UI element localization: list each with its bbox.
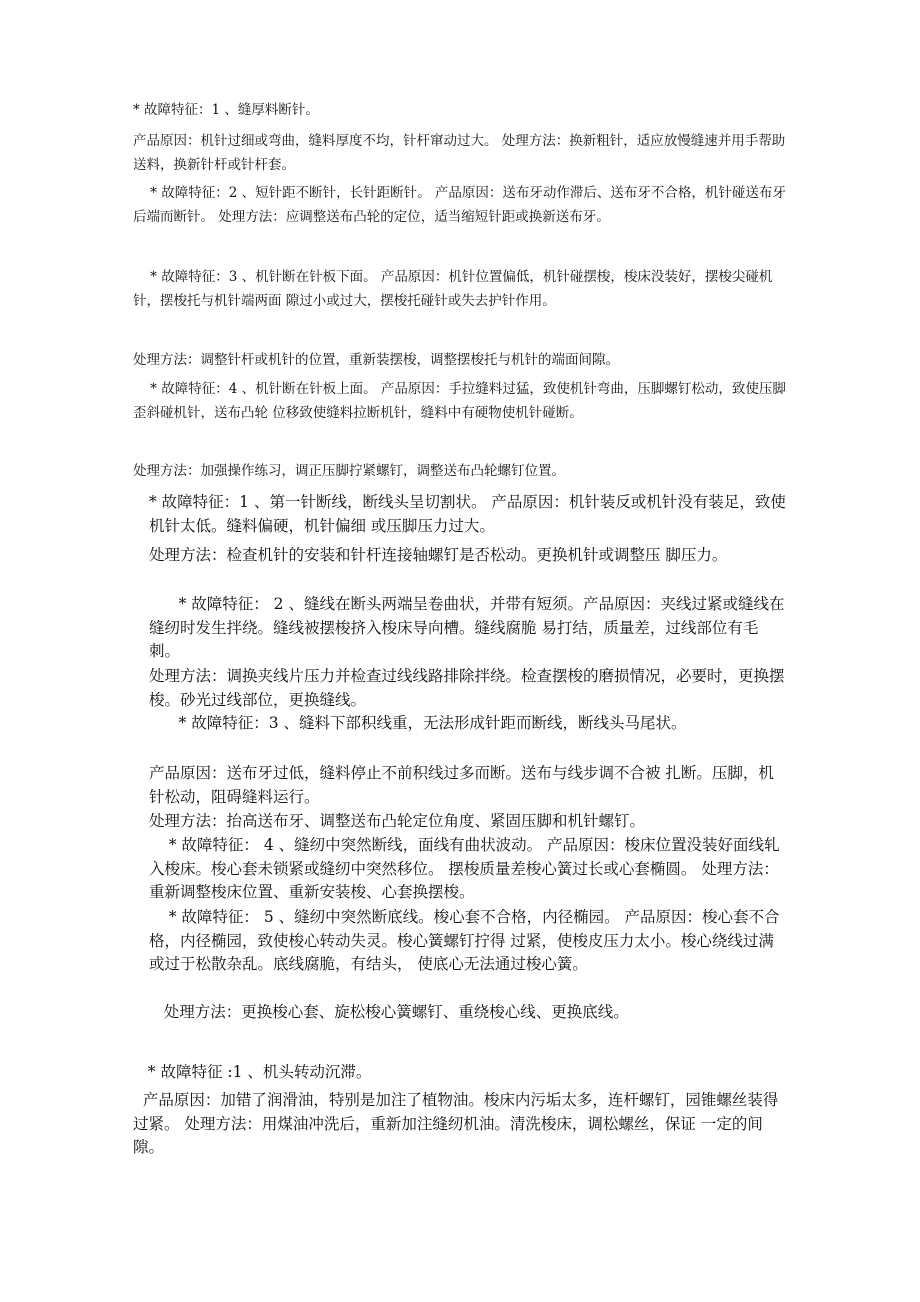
fault-paragraph-first-stitch: * 故障特征：1 、第一针断线，断线头呈切割状。 产品原因：机针装反或机针没有装足，致使机针太低。缝料偏硬，机针偏细 或压脚压力过大。 <box>149 493 786 535</box>
remedy-paragraph: 处理方法：检查机针的安装和针杆连接轴螺钉是否松动。更换机针或调整压 脚压力。 <box>149 546 728 564</box>
fault-paragraph-thread-pileup: * 故障特征：3 、缝料下部积线重，无法形成针距而断线，断线头马尾状。 <box>149 714 687 732</box>
remedy-paragraph: 处理方法：调换夹线片压力并检查过线线路排除拌绕。检查摆梭的磨损情况，必要时，更换摆梭。砂光过线部位，更换缝线。 <box>149 667 785 709</box>
cause-paragraph: 产品原因：送布牙过低，缝料停止不前积线过多而断。送布与线步调不合被 扎断。压脚，机针松动，阻碍缝料运行。 <box>149 764 774 806</box>
fault-paragraph-curled-ends: * 故障特征： 2 、缝线在断头两端呈卷曲状，并带有短须。产品原因：夹线过紧或缝线在缝纫时发生拌绕。缝线被摆梭挤入梭床导向槽。缝线腐脆 易打结，质量差，过线部位有毛刺。 <box>149 595 785 660</box>
fault-paragraph-below-plate: * 故障特征：3 、机针断在针板下面。 产品原因：机针位置偏低，机针碰摆梭，梭床没装好，摆梭尖碰机针，摆梭托与机针端两面 隙过小或过大，摆梭托碰针或失去护针作用。 <box>133 269 773 309</box>
fault-paragraph-short-stitch: * 故障特征：2 、短针距不断针，长针距断针。 产品原因：送布牙动作滞后、送布牙不合格，机针碰送布牙后端而断针。 处理方法：应调整送布凸轮的定位，适当缩短针距或换新送布牙。 <box>133 185 786 225</box>
remedy-line: 处理方法：更换梭心套、旋松梭心簧螺钉、重绕梭心线、更换底线。 <box>149 1003 629 1021</box>
fault-paragraph-above-plate: * 故障特征：4 、机针断在针板上面。 产品原因：手拉缝料过猛，致使机针弯曲，压脚螺钉松动，致使压脚歪斜碰机针，送布凸轮 位移致使缝料拉断机针，缝料中有硬物使机针碰断。 <box>133 381 786 421</box>
fault-paragraph-upper-thread: * 故障特征： 4 、缝纫中突然断线，面线有曲状波动。 产品原因：梭床位置没装好面线轧入梭床。梭心套未锁紧或缝纫中突然移位。 摆梭质量差梭心簧过长或心套椭圆。 处理方法：重新调整梭床位置、重新安装梭、心套换摆梭。 <box>149 836 780 901</box>
fault-heading-thick-fabric: * 故障特征：1 、缝厚料断针。 <box>133 102 319 118</box>
paragraph-cause-remedy: 产品原因：机针过细或弯曲，缝料厚度不均，针杆窜动过大。 处理方法：换新粗针，适应放慢缝速并用手帮助送料，换新针杆或针杆套。 <box>133 133 786 173</box>
fault-heading-sluggish-head: * 故障特征 :1 、机头转动沉滞。 <box>133 1063 372 1081</box>
remedy-line: 处理方法：加强操作练习，调正压脚拧紧螺钉，调整送布凸轮螺钉位置。 <box>133 463 565 479</box>
cause-remedy-paragraph: 产品原因：加错了润滑油，特别是加注了植物油。梭床内污垢太多，连杆螺钉，园锥螺丝装得过紧。 处理方法：用煤油冲洗后，重新加注缝纫机油。清洗梭床，调松螺丝，保证 一定的间隙。 <box>133 1091 779 1156</box>
remedy-line: 处理方法：抬高送布牙、调整送布凸轮定位角度、紧固压脚和机针螺钉。 <box>149 812 646 830</box>
fault-paragraph-bobbin-thread: * 故障特征： 5 、缝纫中突然断底线。梭心套不合格，内径椭园。 产品原因：梭心套不合格，内径椭园，致使梭心转动失灵。梭心簧螺钉拧得 过紧，使梭皮压力太小。梭心绕线过满或过于松散杂乱。底线腐脆，有结头， 使底心无法通过梭心簧。 <box>149 908 780 973</box>
remedy-line: 处理方法：调整针杆或机针的位置，重新装摆梭，调整摆梭托与机针的端面间隙。 <box>133 352 619 368</box>
